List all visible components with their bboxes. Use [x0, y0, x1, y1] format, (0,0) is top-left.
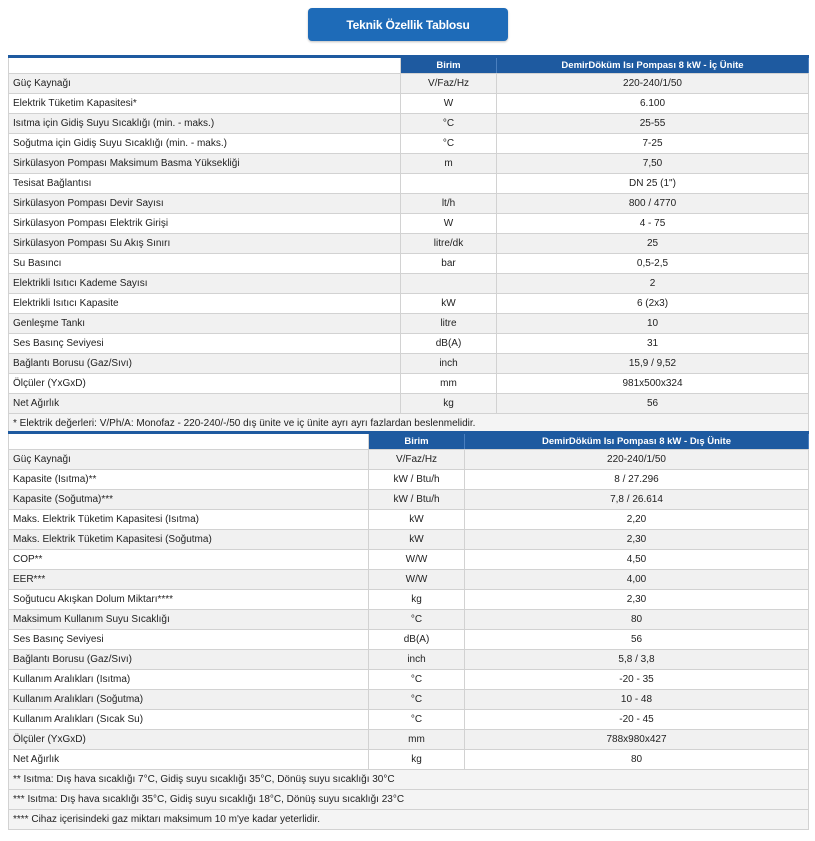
row-unit: inch	[369, 650, 465, 670]
row-value: DN 25 (1")	[497, 174, 809, 194]
table-row	[9, 74, 809, 94]
outdoor-spec-table	[8, 431, 809, 830]
table-row	[9, 154, 809, 174]
row-unit: kW	[369, 510, 465, 530]
table-row	[9, 314, 809, 334]
row-value: 2,20	[465, 510, 809, 530]
row-label: Ses Basınç Seviyesi	[9, 334, 401, 354]
row-unit: m	[401, 154, 497, 174]
row-unit: W	[401, 214, 497, 234]
row-label: Soğutma için Gidiş Suyu Sıcaklığı (min. - maks.)	[9, 134, 401, 154]
title-area	[0, 0, 815, 46]
row-unit: kW	[401, 294, 497, 314]
row-unit: kg	[369, 590, 465, 610]
table-row	[9, 710, 809, 730]
row-unit: kW	[369, 530, 465, 550]
row-label: Elektrikli Isıtıcı Kapasite	[9, 294, 401, 314]
row-label: Isıtma için Gidiş Suyu Sıcaklığı (min. - maks.)	[9, 114, 401, 134]
footnote: **** Cihaz içerisindeki gaz miktarı maksimum 10 m'ye kadar yeterlidir.	[9, 810, 809, 830]
footnote-row	[9, 770, 809, 790]
row-value: 0,5-2,5	[497, 254, 809, 274]
footnote: ** Isıtma: Dış hava sıcaklığı 7°C, Gidiş suyu sıcaklığı 35°C, Dönüş suyu sıcaklığı 30°C	[9, 770, 809, 790]
row-value: 25	[497, 234, 809, 254]
table-row	[9, 334, 809, 354]
row-value: 56	[497, 394, 809, 414]
table-row	[9, 174, 809, 194]
row-label: Ses Basınç Seviyesi	[9, 630, 369, 650]
header-blank-cell	[9, 57, 401, 74]
row-unit: lt/h	[401, 194, 497, 214]
row-value: 7,8 / 26.614	[465, 490, 809, 510]
row-value: 2,30	[465, 590, 809, 610]
row-label: Kapasite (Isıtma)**	[9, 470, 369, 490]
row-label: Maks. Elektrik Tüketim Kapasitesi (Isıtma)	[9, 510, 369, 530]
row-value: 7-25	[497, 134, 809, 154]
row-value: -20 - 35	[465, 670, 809, 690]
row-label: Elektrikli Isıtıcı Kademe Sayısı	[9, 274, 401, 294]
row-unit: V/Faz/Hz	[401, 74, 497, 94]
row-unit: W/W	[369, 550, 465, 570]
row-value: 4 - 75	[497, 214, 809, 234]
table-row	[9, 590, 809, 610]
table-row	[9, 690, 809, 710]
table-row	[9, 510, 809, 530]
row-label: Kapasite (Soğutma)***	[9, 490, 369, 510]
row-unit: litre/dk	[401, 234, 497, 254]
table-row	[9, 94, 809, 114]
table-row	[9, 114, 809, 134]
table-row	[9, 450, 809, 470]
row-label: Soğutucu Akışkan Dolum Miktarı****	[9, 590, 369, 610]
row-value: 800 / 4770	[497, 194, 809, 214]
row-value: 56	[465, 630, 809, 650]
row-label: Sirkülasyon Pompası Maksimum Basma Yüksekliği	[9, 154, 401, 174]
row-unit: W	[401, 94, 497, 114]
row-value: 2	[497, 274, 809, 294]
row-unit: mm	[401, 374, 497, 394]
row-unit: bar	[401, 254, 497, 274]
row-unit: °C	[401, 114, 497, 134]
row-value: 8 / 27.296	[465, 470, 809, 490]
row-value: 6 (2x3)	[497, 294, 809, 314]
row-unit: dB(A)	[401, 334, 497, 354]
row-label: Ölçüler (YxGxD)	[9, 374, 401, 394]
row-label: EER***	[9, 570, 369, 590]
row-label: Kullanım Aralıkları (Isıtma)	[9, 670, 369, 690]
table-row	[9, 134, 809, 154]
table-row	[9, 194, 809, 214]
table-row	[9, 490, 809, 510]
table-row	[9, 470, 809, 490]
table-row	[9, 630, 809, 650]
outdoor-table-header	[9, 433, 809, 450]
page-title: Teknik Özellik Tablosu	[308, 8, 508, 41]
row-unit: °C	[369, 670, 465, 690]
row-value: 10 - 48	[465, 690, 809, 710]
row-unit: kW / Btu/h	[369, 490, 465, 510]
row-value: 220-240/1/50	[465, 450, 809, 470]
row-label: Net Ağırlık	[9, 750, 369, 770]
row-value: 5,8 / 3,8	[465, 650, 809, 670]
row-value: 981x500x324	[497, 374, 809, 394]
table-row	[9, 354, 809, 374]
table-row	[9, 254, 809, 274]
row-label: Bağlantı Borusu (Gaz/Sıvı)	[9, 354, 401, 374]
table-row	[9, 730, 809, 750]
table-row	[9, 750, 809, 770]
table-row	[9, 234, 809, 254]
row-label: Güç Kaynağı	[9, 450, 369, 470]
table-row	[9, 214, 809, 234]
footnote: * Elektrik değerleri: V/Ph/A: Monofaz - 220-240/-/50 dış ünite ve iç ünite ayrı ayrı fazlardan beslenmelidir.	[9, 414, 809, 434]
row-unit	[401, 174, 497, 194]
footnote-row	[9, 810, 809, 830]
row-unit: °C	[401, 134, 497, 154]
header-model: DemirDöküm Isı Pompası 8 kW - İç Ünite	[497, 57, 809, 74]
row-value: 15,9 / 9,52	[497, 354, 809, 374]
row-value: 2,30	[465, 530, 809, 550]
header-unit: Birim	[369, 433, 465, 450]
footnote-row	[9, 790, 809, 810]
row-unit: °C	[369, 610, 465, 630]
row-unit: dB(A)	[369, 630, 465, 650]
row-value: 4,50	[465, 550, 809, 570]
row-unit: V/Faz/Hz	[369, 450, 465, 470]
row-value: 4,00	[465, 570, 809, 590]
header-model: DemirDöküm Isı Pompası 8 kW - Dış Ünite	[465, 433, 809, 450]
row-unit: °C	[369, 710, 465, 730]
row-label: Ölçüler (YxGxD)	[9, 730, 369, 750]
footnote: *** Isıtma: Dış hava sıcaklığı 35°C, Gidiş suyu sıcaklığı 18°C, Dönüş suyu sıcaklığı 23°C	[9, 790, 809, 810]
row-value: 220-240/1/50	[497, 74, 809, 94]
table-row	[9, 650, 809, 670]
row-value: 6.100	[497, 94, 809, 114]
header-unit: Birim	[401, 57, 497, 74]
row-label: Bağlantı Borusu (Gaz/Sıvı)	[9, 650, 369, 670]
header-blank-cell	[9, 433, 369, 450]
row-unit	[401, 274, 497, 294]
row-label: Net Ağırlık	[9, 394, 401, 414]
table-row	[9, 570, 809, 590]
table-row	[9, 274, 809, 294]
row-label: Sirkülasyon Pompası Su Akış Sınırı	[9, 234, 401, 254]
row-label: Su Basıncı	[9, 254, 401, 274]
row-unit: kW / Btu/h	[369, 470, 465, 490]
table-row	[9, 610, 809, 630]
row-label: Genleşme Tankı	[9, 314, 401, 334]
table-row	[9, 374, 809, 394]
row-unit: litre	[401, 314, 497, 334]
row-value: 10	[497, 314, 809, 334]
row-label: Sirkülasyon Pompası Elektrik Girişi	[9, 214, 401, 234]
row-label: Elektrik Tüketim Kapasitesi*	[9, 94, 401, 114]
row-value: 31	[497, 334, 809, 354]
row-unit: W/W	[369, 570, 465, 590]
row-value: 80	[465, 750, 809, 770]
indoor-table-header	[9, 57, 809, 74]
row-label: Maksimum Kullanım Suyu Sıcaklığı	[9, 610, 369, 630]
row-value: 80	[465, 610, 809, 630]
row-label: Kullanım Aralıkları (Soğutma)	[9, 690, 369, 710]
row-label: Sirkülasyon Pompası Devir Sayısı	[9, 194, 401, 214]
row-label: COP**	[9, 550, 369, 570]
row-unit: °C	[369, 690, 465, 710]
row-unit: inch	[401, 354, 497, 374]
row-label: Maks. Elektrik Tüketim Kapasitesi (Soğutma)	[9, 530, 369, 550]
row-unit: kg	[401, 394, 497, 414]
table-row	[9, 550, 809, 570]
row-value: 7,50	[497, 154, 809, 174]
row-label: Güç Kaynağı	[9, 74, 401, 94]
row-value: 25-55	[497, 114, 809, 134]
row-value: 788x980x427	[465, 730, 809, 750]
table-row	[9, 670, 809, 690]
row-label: Tesisat Bağlantısı	[9, 174, 401, 194]
row-unit: mm	[369, 730, 465, 750]
table-row	[9, 530, 809, 550]
row-value: -20 - 45	[465, 710, 809, 730]
indoor-spec-table	[8, 55, 809, 434]
row-unit: kg	[369, 750, 465, 770]
table-row	[9, 294, 809, 314]
table-row	[9, 394, 809, 414]
row-label: Kullanım Aralıkları (Sıcak Su)	[9, 710, 369, 730]
